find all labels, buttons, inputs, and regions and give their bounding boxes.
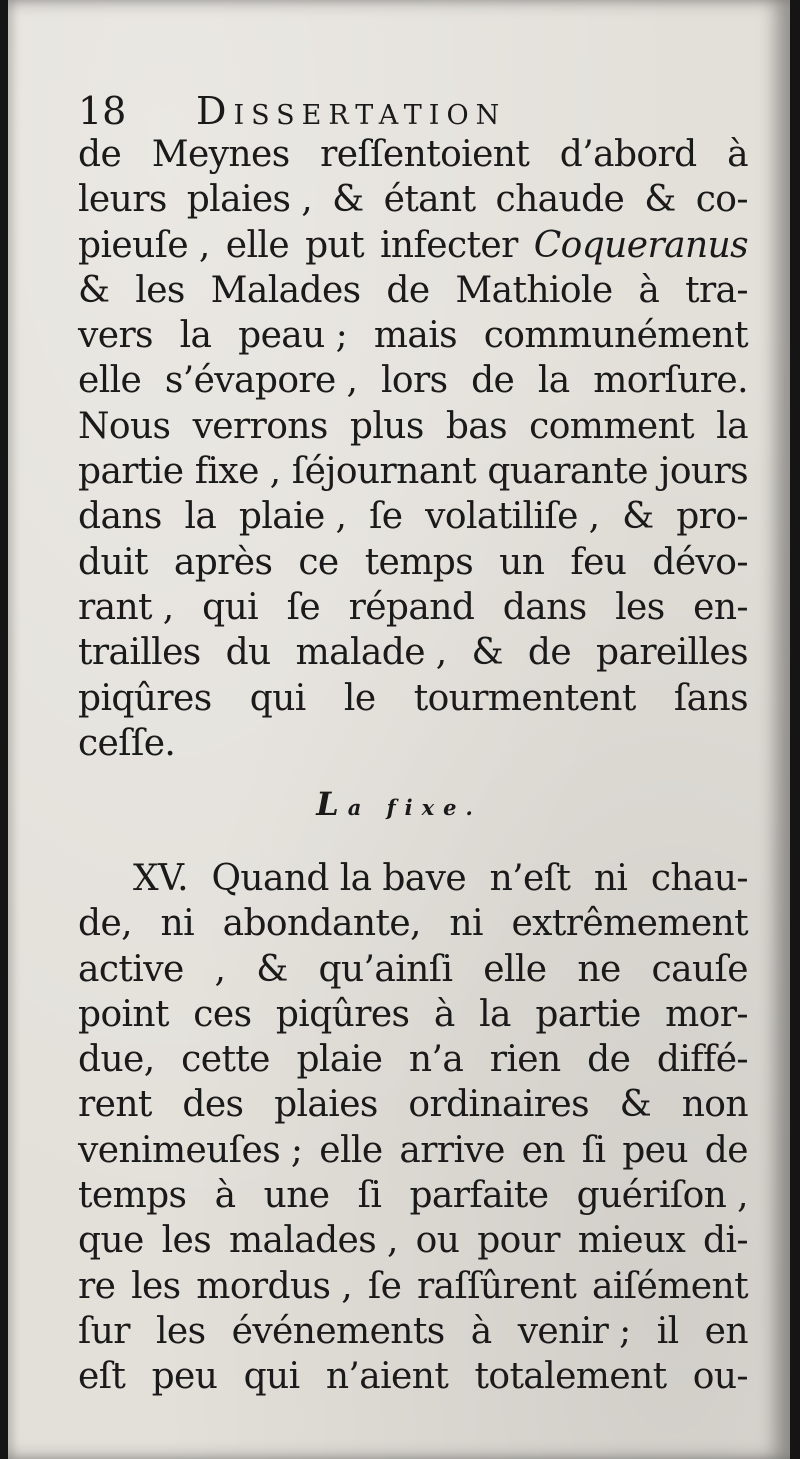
word: comment bbox=[529, 405, 695, 447]
paragraph-2 bbox=[78, 856, 748, 1400]
word: due, bbox=[78, 1039, 155, 1081]
word: mieux bbox=[577, 1220, 686, 1262]
word: ceſſe. bbox=[78, 722, 176, 764]
word: totalement bbox=[474, 1356, 667, 1398]
word: ce bbox=[298, 541, 339, 583]
word: di- bbox=[703, 1220, 748, 1262]
word: eſt bbox=[78, 1356, 126, 1398]
word: chaude bbox=[495, 179, 625, 221]
word: à bbox=[638, 269, 660, 311]
word: la bbox=[179, 315, 212, 357]
word: dévo- bbox=[652, 541, 748, 583]
text-line bbox=[78, 404, 748, 449]
word: Quand la bave bbox=[211, 858, 467, 899]
word: de bbox=[704, 1129, 748, 1171]
word: mais bbox=[373, 315, 458, 357]
word: raſſûrent bbox=[417, 1265, 577, 1307]
word: ſur bbox=[78, 1310, 130, 1352]
word: n’eſt bbox=[489, 858, 571, 899]
word: le bbox=[343, 677, 376, 719]
word: ou bbox=[415, 1220, 460, 1262]
text-line bbox=[78, 1082, 748, 1127]
word: les bbox=[156, 1310, 206, 1352]
word: abondante, bbox=[222, 903, 421, 945]
word: point bbox=[78, 993, 169, 1035]
word: peu bbox=[622, 1129, 688, 1171]
word: ou- bbox=[692, 1356, 748, 1398]
word: d’abord bbox=[559, 134, 697, 175]
word: ces bbox=[193, 993, 252, 1035]
text-line bbox=[78, 268, 748, 313]
word: de bbox=[78, 134, 122, 175]
word: piqûres bbox=[275, 993, 410, 1035]
word: étant bbox=[383, 179, 476, 221]
word: plus bbox=[349, 405, 424, 447]
word: pour bbox=[477, 1220, 560, 1262]
word: partie bbox=[78, 451, 184, 493]
word: temps bbox=[78, 1175, 187, 1217]
word: chau- bbox=[650, 858, 748, 899]
word: & bbox=[332, 179, 364, 221]
word: un bbox=[499, 541, 545, 583]
word: pro- bbox=[676, 496, 748, 538]
word: parfaite bbox=[409, 1175, 549, 1217]
word: à bbox=[727, 134, 748, 175]
word: de bbox=[386, 269, 430, 311]
word: à bbox=[433, 993, 455, 1035]
word: plaie , bbox=[238, 496, 347, 538]
word: , bbox=[214, 948, 226, 990]
text-line bbox=[78, 177, 748, 222]
word: rant , bbox=[78, 586, 174, 628]
word: que bbox=[78, 1220, 144, 1262]
text-line bbox=[78, 947, 748, 992]
text-line bbox=[78, 1037, 748, 1082]
word: Mathiole bbox=[455, 269, 613, 311]
word: plaies bbox=[274, 1084, 378, 1126]
word: plaies , bbox=[186, 179, 313, 221]
word: & bbox=[622, 496, 654, 538]
word: mordus , bbox=[196, 1265, 353, 1307]
word: de, bbox=[78, 903, 132, 945]
word: partie bbox=[535, 993, 641, 1035]
word: elle bbox=[225, 224, 290, 266]
word: & bbox=[471, 632, 503, 674]
word: fixe , bbox=[194, 451, 281, 493]
word: qui bbox=[249, 677, 306, 719]
subheading-rest: a fixe. bbox=[347, 795, 482, 820]
subheading-initial: L bbox=[316, 785, 348, 823]
word: ſe bbox=[367, 1265, 402, 1307]
word: reſſentoient bbox=[320, 134, 530, 175]
word: Meynes bbox=[151, 134, 290, 175]
word: leurs bbox=[78, 179, 167, 221]
word: s’évapore , bbox=[164, 360, 358, 402]
text-line bbox=[78, 1128, 748, 1173]
word: rien bbox=[489, 1039, 561, 1081]
word: volatiliſe , bbox=[425, 496, 600, 538]
word: diffé- bbox=[656, 1039, 748, 1081]
text-line bbox=[78, 1309, 748, 1354]
text-line bbox=[78, 1173, 748, 1218]
word: bas bbox=[445, 405, 508, 447]
text-line bbox=[78, 358, 748, 403]
word: pareilles bbox=[596, 632, 748, 674]
word: venimeuſes ; bbox=[78, 1129, 303, 1171]
word: la bbox=[479, 993, 511, 1035]
text-line bbox=[78, 721, 748, 766]
text-line bbox=[78, 1264, 748, 1309]
word: en bbox=[521, 1129, 565, 1171]
word: vers bbox=[78, 315, 153, 357]
text-line bbox=[78, 1354, 748, 1399]
word: trailles bbox=[78, 632, 201, 674]
text-line bbox=[78, 132, 748, 177]
word: en- bbox=[693, 586, 748, 628]
text-line bbox=[78, 313, 748, 358]
word: des bbox=[182, 1084, 244, 1126]
word: arrive bbox=[399, 1129, 505, 1171]
word: ni bbox=[160, 903, 195, 945]
text-line bbox=[78, 585, 748, 630]
word: à bbox=[470, 1310, 492, 1352]
word: peu bbox=[151, 1356, 218, 1398]
word: ſéjournant bbox=[291, 451, 477, 493]
word: piqûres bbox=[78, 677, 212, 719]
word: à bbox=[214, 1175, 236, 1217]
word: cauſe bbox=[651, 948, 748, 990]
word: une bbox=[263, 1175, 330, 1217]
word: de bbox=[471, 360, 515, 402]
text-line bbox=[78, 901, 748, 946]
word: venir ; bbox=[517, 1310, 631, 1352]
word: ſans bbox=[673, 677, 748, 719]
word: pieuſe , bbox=[78, 224, 210, 266]
word: Coqueranus bbox=[533, 224, 748, 266]
word: infecter bbox=[380, 224, 518, 266]
word: Malades bbox=[210, 269, 361, 311]
word: quarante bbox=[487, 451, 648, 493]
word: répand bbox=[348, 586, 475, 628]
word: re bbox=[78, 1265, 116, 1307]
word: les bbox=[135, 269, 185, 311]
word: morſure. bbox=[593, 360, 748, 402]
word: rent bbox=[78, 1084, 152, 1126]
word: peau ; bbox=[238, 315, 348, 357]
word: il bbox=[656, 1310, 679, 1352]
text-line bbox=[78, 1218, 748, 1263]
word: la bbox=[716, 405, 748, 447]
word: XV. bbox=[133, 858, 188, 899]
word: après bbox=[173, 541, 273, 583]
word: ſi bbox=[357, 1175, 382, 1217]
word: n’aient bbox=[325, 1356, 449, 1398]
book-page bbox=[8, 0, 790, 1459]
text-line bbox=[78, 630, 748, 675]
word: active bbox=[78, 948, 184, 990]
word: aiſément bbox=[592, 1265, 748, 1307]
word: plaie bbox=[296, 1039, 383, 1081]
paragraph-1 bbox=[78, 132, 748, 766]
word: dans bbox=[78, 496, 162, 538]
text-line bbox=[78, 494, 748, 539]
word: non bbox=[681, 1084, 748, 1126]
text-line bbox=[78, 856, 748, 901]
word: temps bbox=[364, 541, 474, 583]
text-line bbox=[78, 540, 748, 585]
word: jours bbox=[659, 451, 748, 493]
word: événements bbox=[231, 1310, 445, 1352]
running-title: Dissertation bbox=[196, 89, 507, 133]
word: ordinaires bbox=[408, 1084, 589, 1126]
word: malade , bbox=[295, 632, 447, 674]
word: de bbox=[527, 632, 572, 674]
word: duit bbox=[78, 541, 148, 583]
word: mor- bbox=[665, 993, 748, 1035]
word: & bbox=[256, 948, 288, 990]
word: qu’ainſi bbox=[318, 948, 453, 990]
word: cette bbox=[181, 1039, 270, 1081]
running-header bbox=[78, 88, 738, 134]
word: en bbox=[704, 1310, 748, 1352]
word: la bbox=[184, 496, 217, 538]
text-line bbox=[78, 676, 748, 721]
word: tra- bbox=[685, 269, 748, 311]
word: qui bbox=[202, 586, 259, 628]
word: du bbox=[225, 632, 271, 674]
word: lors bbox=[381, 360, 448, 402]
word: ſi bbox=[581, 1129, 606, 1171]
text-line bbox=[78, 449, 748, 494]
word: extrêmement bbox=[511, 903, 748, 945]
word: guériſon , bbox=[576, 1175, 748, 1217]
word: ſe bbox=[286, 586, 321, 628]
word: dans bbox=[502, 586, 587, 628]
word: put bbox=[305, 224, 364, 266]
word: verrons bbox=[192, 405, 328, 447]
word: la bbox=[537, 360, 570, 402]
word: & bbox=[78, 269, 110, 311]
word: Nous bbox=[78, 405, 171, 447]
word: qui bbox=[243, 1356, 300, 1398]
word: & bbox=[644, 179, 676, 221]
section-subheading bbox=[8, 784, 790, 828]
word: & bbox=[619, 1084, 652, 1126]
word: ne bbox=[577, 948, 621, 990]
word: communément bbox=[483, 315, 748, 357]
word: tourmentent bbox=[413, 677, 636, 719]
text-line bbox=[78, 223, 748, 268]
word: ni bbox=[449, 903, 483, 945]
word: feu bbox=[570, 541, 627, 583]
page-number: 18 bbox=[78, 89, 127, 133]
word: elle bbox=[483, 948, 547, 990]
word: ni bbox=[593, 858, 628, 899]
word: les bbox=[131, 1265, 181, 1307]
word: elle bbox=[78, 360, 142, 402]
word: malades , bbox=[228, 1220, 398, 1262]
word: de bbox=[587, 1039, 631, 1081]
word: elle bbox=[319, 1129, 383, 1171]
text-line bbox=[78, 992, 748, 1037]
word: les bbox=[615, 586, 665, 628]
word: les bbox=[161, 1220, 212, 1262]
word: n’a bbox=[408, 1039, 464, 1081]
word: ſe bbox=[369, 496, 403, 538]
word: co- bbox=[695, 179, 748, 221]
